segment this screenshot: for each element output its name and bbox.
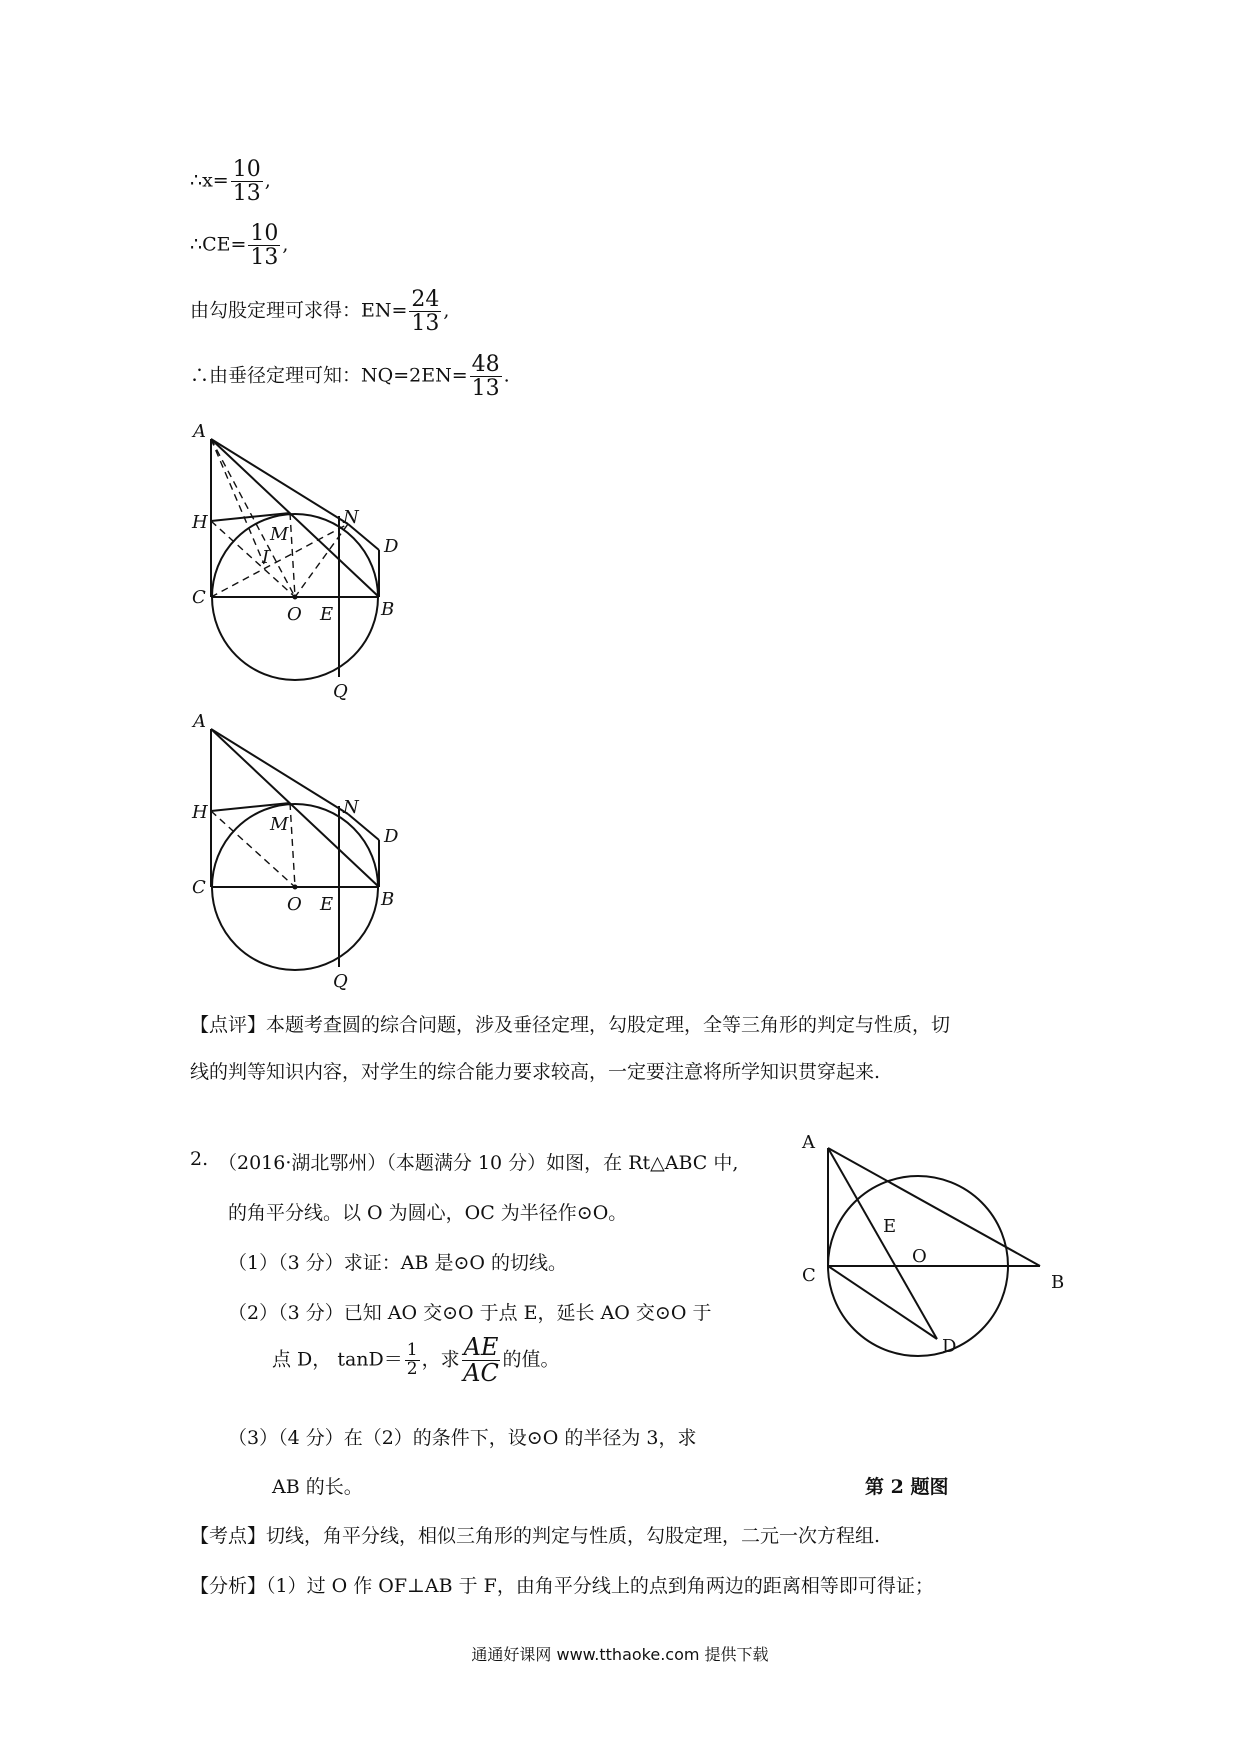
part2b-prefix: 点 D， tanD＝ (272, 1348, 403, 1371)
fig1-dashed-ai (211, 439, 264, 564)
ce-numerator: 10 (250, 221, 279, 246)
result-ce-line (190, 222, 288, 269)
p2-label-d: D (942, 1336, 957, 1357)
fig2-center-dot (293, 885, 298, 890)
fig2-label-h: H (192, 802, 208, 823)
fig1-label-a: A (193, 421, 206, 442)
fig2-label-b: B (381, 889, 395, 910)
problem2-figure-caption: 第 2 题图 (865, 1476, 949, 1498)
fig2-label-d: D (384, 826, 399, 847)
fig2-segment-hm (211, 803, 290, 811)
problem2-line-1: （2016·湖北鄂州）（本题满分 10 分）如图，在 Rt△ABC 中, (218, 1152, 739, 1174)
tan-fraction (405, 1342, 420, 1379)
problem2-part-1: （1）（3 分）求证：AB 是⊙O 的切线。 (228, 1252, 567, 1274)
x-prefix: ∴x= (190, 169, 229, 192)
problem2-number: 2. (190, 1148, 209, 1170)
ratio-fraction (462, 1335, 501, 1386)
page-footer: 通通好课网 www.tthaoke.com 提供下载 (471, 1645, 769, 1664)
result-en-line (190, 288, 449, 335)
ce-fraction (248, 222, 280, 269)
p2-label-e: E (883, 1216, 897, 1237)
fig1-label-e: E (320, 604, 334, 625)
result-nq-line (190, 353, 510, 400)
p2-label-a: A (802, 1132, 815, 1153)
en-suffix: , (443, 299, 450, 322)
fig2-dashed-mo (290, 803, 295, 887)
fig2-label-e: E (320, 894, 334, 915)
review-line-1: 【点评】本题考查圆的综合问题，涉及垂径定理，勾股定理，全等三角形的判定与性质，切 (190, 1014, 951, 1036)
fig1-label-d: D (384, 536, 399, 557)
kaodian-line: 【考点】切线，角平分线，相似三角形的判定与性质，勾股定理，二元一次方程组. (190, 1525, 881, 1547)
fig2-label-m: M (270, 814, 289, 835)
ce-denominator: 13 (250, 245, 279, 271)
fig2-label-o: O (287, 894, 302, 915)
p2-label-c: C (802, 1265, 816, 1286)
problem2-line-2: 的角平分线。以 O 为圆心，OC 为半径作⊙O。 (228, 1202, 628, 1224)
fig2-label-a: A (193, 711, 206, 732)
x-denominator: 13 (232, 181, 261, 207)
fig1-dashed-ao (211, 439, 295, 597)
x-numerator: 10 (232, 157, 261, 182)
p2-segment-cd (828, 1266, 937, 1339)
en-fraction (409, 288, 441, 335)
fig1-label-q: Q (333, 681, 348, 700)
fig2-label-c: C (192, 877, 206, 898)
geometry-figure-1 (180, 418, 420, 700)
x-suffix: , (264, 169, 271, 192)
tan-numerator: 1 (406, 1340, 418, 1361)
en-prefix: 由勾股定理可求得：EN= (190, 299, 408, 322)
tan-denominator: 2 (406, 1359, 418, 1380)
nq-prefix: ∴由垂径定理可知：NQ=2EN= (190, 364, 468, 387)
fig2-label-n: N (343, 797, 359, 818)
fig1-label-i: I (262, 547, 270, 568)
fig1-label-h: H (192, 512, 208, 533)
x-fraction (231, 158, 263, 205)
ce-prefix: ∴CE= (190, 233, 247, 256)
problem2-part-3b: AB 的长。 (272, 1476, 363, 1498)
p2-label-b: B (1051, 1272, 1065, 1293)
review-line-2: 线的判等知识内容，对学生的综合能力要求较高，一定要注意将所学知识贯穿起来. (190, 1061, 881, 1083)
ratio-numerator: AE (463, 1333, 499, 1361)
fig2-label-q: Q (333, 971, 348, 992)
nq-numerator: 48 (471, 352, 500, 377)
problem2-part-2b (272, 1335, 559, 1386)
fig1-label-b: B (381, 599, 395, 620)
fig2-segment-an (211, 729, 348, 814)
fig1-label-n: N (343, 507, 359, 528)
fig1-label-o: O (287, 604, 302, 625)
ce-suffix: , (282, 233, 289, 256)
p2-label-o: O (912, 1246, 927, 1267)
fig1-segment-an (211, 439, 348, 524)
nq-suffix: . (503, 364, 510, 387)
result-x-line (190, 158, 271, 205)
problem2-part-3a: （3）（4 分）在（2）的条件下，设⊙O 的半径为 3，求 (228, 1427, 697, 1449)
p2-segment-ab (828, 1148, 1040, 1266)
geometry-figure-2 (180, 710, 420, 994)
fig1-center-dot (293, 595, 298, 600)
nq-denominator: 13 (471, 376, 500, 402)
problem2-figure (790, 1125, 1080, 1360)
en-numerator: 24 (411, 287, 440, 312)
part2b-suffix: 的值。 (502, 1348, 560, 1371)
en-denominator: 13 (411, 311, 440, 337)
ratio-denominator: AC (463, 1359, 499, 1388)
nq-fraction (470, 353, 502, 400)
fenxi-line: 【分析】（1）过 O 作 OF⊥AB 于 F，由角平分线上的点到角两边的距离相等即可得证； (190, 1575, 934, 1597)
part2b-mid: ，求 (421, 1348, 460, 1371)
problem2-part-2a: （2）（3 分）已知 AO 交⊙O 于点 E，延长 AO 交⊙O 于 (228, 1302, 712, 1324)
review-block (190, 1002, 1070, 1096)
fig1-label-m: M (270, 524, 289, 545)
fig1-label-c: C (192, 587, 206, 608)
